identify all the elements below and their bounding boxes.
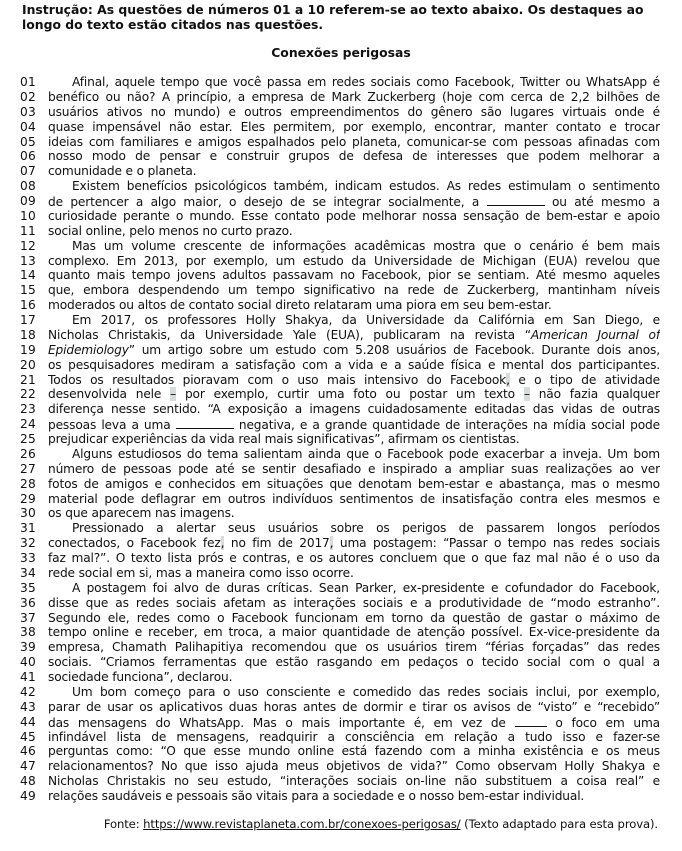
text-line (20, 283, 660, 298)
text-line (20, 164, 660, 179)
text-line (20, 209, 660, 224)
line-number: 26 (20, 446, 36, 461)
line-number: 13 (20, 253, 36, 268)
text-span: usuários ativos no mundo) e outros empreendimentos do gênero são lugares virtuais onde é (48, 104, 660, 119)
text-span: por exemplo, curtir uma foto ou postar um texto (176, 387, 524, 402)
line-text (48, 477, 660, 492)
line-number: 14 (20, 268, 36, 283)
line-number: 22 (20, 387, 36, 402)
line-text (48, 685, 660, 700)
text-span: e o tipo de atividade (509, 372, 660, 387)
line-number: 40 (20, 655, 36, 670)
text-span: ” um artigo sobre um estudo com 5.208 usuários de Facebook. Durante dois anos, (128, 342, 660, 357)
line-number: 06 (20, 149, 36, 164)
text-span: de pertencer a algo maior, o desejo de se integrar socialmente, a (48, 195, 487, 209)
text-span: negativa, e a grande quantidade de interações na mídia social pode (233, 418, 660, 432)
text-title: Conexões perigosas (271, 45, 411, 60)
line-number: 47 (20, 759, 36, 774)
line-text (48, 224, 660, 239)
source-suffix: (Texto adaptado para esta prova). (460, 817, 658, 831)
line-number: 07 (20, 164, 36, 179)
text-span: curiosidade perante o mundo. Esse contato pode melhorar nossa sensação de bem-estar e apoio (48, 208, 660, 223)
line-text (48, 373, 660, 388)
text-line (20, 239, 660, 254)
text-line (20, 611, 660, 626)
line-number: 36 (20, 595, 36, 610)
line-number: 46 (20, 744, 36, 759)
text-line (20, 328, 660, 343)
text-span: Todos os resultados pioravam com o uso mais intensivo do Facebook (48, 372, 507, 387)
highlighted-mark: , (329, 536, 334, 551)
line-text (48, 358, 660, 373)
line-number: 48 (20, 774, 36, 789)
line-number: 27 (20, 461, 36, 476)
line-text (48, 254, 660, 269)
text-span: não fazia qualquer (529, 387, 660, 402)
text-span: tempo online e receber, em troca, a maior quantidade de atenção possível. Ex-vice-presidente da (48, 625, 660, 640)
line-number: 10 (20, 208, 36, 223)
line-text (48, 655, 660, 670)
line-number: 05 (20, 134, 36, 149)
text-span: perguntas como: “O que esse mundo online está fazendo com a minha existência e os meus (48, 744, 660, 759)
highlighted-mark: – (523, 387, 530, 402)
text-line (20, 105, 660, 120)
text-span: Nicholas Christakis, da Universidade Yale (EUA), publicaram na revista “ (48, 327, 531, 342)
line-text (48, 402, 660, 417)
line-number: 33 (20, 551, 36, 565)
text-span: disse que as redes sociais afetam as interações sociais e a produtividade de “modo estranho”. (48, 595, 660, 610)
text-line (20, 715, 660, 730)
line-text (48, 789, 660, 804)
line-number: 02 (20, 89, 36, 104)
text-span: que, embora despendendo um tempo significativo na rede de Zuckerberg, mantinham níveis (48, 283, 660, 298)
line-number: 28 (20, 476, 36, 491)
text-line (20, 373, 660, 388)
line-number: 20 (20, 357, 36, 372)
numbered-text-block (20, 75, 660, 804)
line-number: 21 (20, 372, 36, 387)
text-line (20, 135, 660, 150)
text-line (20, 774, 660, 789)
text-span: nosso modo de pensar e construir grupos de defesa de interesses que podem melhorar a (48, 149, 660, 164)
source-citation (104, 817, 658, 831)
text-line (20, 581, 660, 596)
line-number: 12 (20, 238, 36, 253)
text-span: os pesquisadores mediram a satisfação com a vida e a saúde física e mental dos participantes. (48, 357, 660, 372)
text-span: empresa, Chamath Palihapitiya recomendou que os usuários tirem “férias forçadas” das redes (48, 640, 660, 655)
text-span: parar de usar os aplicativos duas horas antes de dormir e tirar os avisos de “visto” e “recebido” (48, 699, 660, 714)
text-span: Pressionado a alertar seus usuários sobre os perigos de passarem longos períodos (72, 521, 660, 536)
text-line (20, 120, 660, 135)
line-text (48, 611, 660, 626)
line-text (48, 566, 660, 581)
line-text (48, 715, 660, 730)
text-span: A postagem foi alvo de duras críticas. Sean Parker, ex-presidente e cofundador do Facebook, (72, 580, 660, 595)
instruction-text: Instrução: As questões de números 01 a 10 referem-se ao texto abaixo. Os destaques ao longo do texto estão citados nas questões. (22, 2, 644, 32)
text-line (20, 730, 660, 745)
line-number: 44 (20, 714, 36, 729)
text-line (20, 432, 660, 447)
line-text (48, 268, 660, 283)
line-text (48, 536, 660, 551)
text-span: sociais. “Criamos ferramentas que estão rasgando em pedaços o tecido social com o qual a (48, 655, 660, 670)
highlighted-mark: , (220, 536, 225, 551)
text-line (20, 462, 660, 477)
line-text (48, 105, 660, 120)
line-text (48, 625, 660, 640)
text-span: prejudicar experiências da vida real mais significativas”, afirmam os cientistas. (48, 432, 520, 446)
text-line (20, 179, 660, 194)
line-number: 32 (20, 536, 36, 551)
line-number: 37 (20, 610, 36, 625)
text-span: uma postagem: “Passar o tempo nas redes sociais (333, 536, 660, 551)
text-line (20, 596, 660, 611)
line-number: 08 (20, 179, 36, 194)
text-line (20, 343, 660, 358)
line-number: 41 (20, 670, 36, 684)
line-text (48, 164, 660, 179)
text-line (20, 655, 660, 670)
line-text (48, 447, 660, 462)
text-line (20, 506, 660, 521)
italic-text: Epidemiology (48, 342, 129, 357)
text-line (20, 551, 660, 566)
line-text (48, 462, 660, 477)
fill-in-blank (515, 715, 547, 727)
text-line (20, 685, 660, 700)
text-span: Um bom começo para o uso consciente e comedido das redes sociais inclui, por exemplo, (72, 684, 660, 699)
line-number: 03 (20, 104, 36, 119)
text-span: o foco em uma (546, 715, 660, 730)
line-text (48, 730, 660, 745)
line-text (48, 581, 660, 596)
line-text (48, 298, 660, 313)
text-line (20, 744, 660, 759)
line-number: 43 (20, 699, 36, 714)
line-text (48, 120, 660, 135)
line-text (48, 179, 660, 194)
text-span: desenvolvida nele (48, 387, 171, 402)
text-span: ideias com familiares e amigos espalhados pelo planeta, comunicar-se com pessoas afinadas com (48, 134, 660, 149)
text-span: pessoas leva a uma (48, 418, 176, 432)
line-text (48, 670, 660, 685)
text-line (20, 670, 660, 685)
line-text (48, 700, 660, 715)
text-span: Alguns estudiosos do tema salientam ainda que o Facebook pode exacerbar a inveja. Um bom (72, 446, 660, 461)
text-span: no fim de 2017 (224, 536, 330, 551)
line-text (48, 313, 660, 328)
line-number: 15 (20, 283, 36, 298)
line-text (48, 194, 660, 209)
source-label: Fonte: (103, 817, 144, 831)
line-text (48, 506, 660, 521)
line-text (48, 521, 660, 536)
line-text (48, 417, 660, 432)
line-number: 29 (20, 491, 36, 506)
source-link[interactable]: https://www.revistaplaneta.com.br/conexoes-perigosas/ (143, 817, 461, 831)
line-number: 38 (20, 625, 36, 640)
text-span: ou até mesmo a (544, 195, 660, 209)
line-text (48, 135, 660, 150)
text-line (20, 194, 660, 209)
text-line (20, 254, 660, 269)
text-span: Segundo ele, redes como o Facebook funcionam em torno da questão de gastar o máximo de (48, 610, 660, 625)
line-text (48, 492, 660, 507)
highlighted-mark: – (170, 387, 177, 402)
text-span: Nicholas Christakis no seu estudo, “interações sociais on-line não substituem a coisa real” e (48, 774, 660, 789)
line-number: 24 (20, 417, 36, 432)
text-line (20, 521, 660, 536)
line-number: 30 (20, 506, 36, 521)
text-span: moderados ou altos de contato social direto relataram uma piora em seu bem-estar. (48, 298, 552, 313)
text-line (20, 90, 660, 105)
fill-in-blank (176, 417, 234, 429)
line-text (48, 774, 660, 789)
text-line (20, 387, 660, 402)
line-text (48, 744, 660, 759)
line-number: 39 (20, 640, 36, 655)
line-number: 35 (20, 580, 36, 595)
text-span: Em 2017, os professores Holly Shakya, da Universidade da Califórnia em San Diego, e (72, 313, 660, 327)
text-line (20, 402, 660, 417)
text-span: benéfico ou não? A princípio, a empresa de Mark Zuckerberg (hoje com cerca de 2,2 bilhões de (48, 89, 660, 104)
text-line (20, 75, 660, 90)
text-span: conectados, o Facebook fez (48, 536, 221, 551)
line-number: 18 (20, 327, 36, 342)
text-line (20, 313, 660, 328)
line-number: 25 (20, 432, 36, 446)
line-number: 42 (20, 684, 36, 699)
text-span: relacionamentos? No que isso ajuda meus objetivos de vida?” Como observam Holly Shakya e (48, 759, 660, 774)
line-text (48, 432, 660, 447)
text-span: os que aparecem nas imagens. (48, 506, 235, 521)
line-number: 31 (20, 521, 36, 536)
text-line (20, 566, 660, 581)
text-span: relações saudáveis e pessoais são vitais para a sociedade e o nosso bem-estar individual. (48, 789, 585, 803)
text-span: número de pessoas pode até se sentir desafiado e inspirado a ampliar suas realizações ao ver (48, 461, 660, 476)
highlighted-mark: , (506, 372, 510, 387)
text-line (20, 149, 660, 164)
text-span: comunidade e o planeta. (48, 164, 197, 179)
line-number: 45 (20, 729, 36, 744)
line-text (48, 283, 660, 298)
text-line (20, 789, 660, 804)
text-span: quanto mais tempo jovens adultos passavam no Facebook, pior se sentiam. Até mesmo aqueles (48, 268, 660, 283)
text-span: diferença nesse sentido. “A exposição a imagens cuidadosamente editadas das vidas de outras (48, 402, 660, 417)
text-line (20, 417, 660, 432)
line-number: 23 (20, 402, 36, 417)
line-number: 01 (20, 75, 36, 89)
text-span: faz mal?”. O texto lista prós e contras, e os autores concluem que o que faz mal não é o uso da (48, 551, 660, 565)
text-span: rede social em si, mas a maneira como isso ocorre. (48, 565, 354, 580)
line-number: 09 (20, 194, 36, 208)
text-line (20, 625, 660, 640)
text-line (20, 700, 660, 715)
text-span: sociedade funciona”, declarou. (48, 670, 233, 684)
text-span: fotos de amigos e conhecidos em situações que denotam bem-estar e abastança, mas o mesmo (48, 476, 660, 491)
line-number: 19 (20, 342, 36, 357)
text-line (20, 268, 660, 283)
text-span: social online, pelo menos no curto prazo. (48, 223, 293, 238)
line-number: 11 (20, 223, 36, 238)
line-number: 17 (20, 313, 36, 327)
line-text (48, 596, 660, 611)
line-number: 49 (20, 789, 36, 803)
line-text (48, 343, 660, 358)
line-text (48, 328, 660, 343)
line-number: 16 (20, 298, 36, 313)
line-text (48, 239, 660, 254)
line-number: 34 (20, 565, 36, 580)
line-text (48, 149, 660, 164)
text-span: complexo. Em 2013, por exemplo, um estudo da Universidade de Michigan (EUA) revelou que (48, 253, 660, 268)
line-text (48, 759, 660, 774)
text-line (20, 298, 660, 313)
text-line (20, 477, 660, 492)
line-text (48, 640, 660, 655)
text-span: quase impensável não estar. Eles permitem, por exemplo, encontrar, manter contato e trocar (48, 119, 660, 134)
text-line (20, 640, 660, 655)
text-line (20, 224, 660, 239)
italic-text: American Journal of (530, 327, 660, 342)
line-text (48, 387, 660, 402)
line-text (48, 209, 660, 224)
text-span: das mensagens do WhatsApp. Mas o mais importante é, em vez de (48, 715, 515, 730)
fill-in-blank (487, 194, 545, 206)
text-span: material pode deflagrar em outros indivíduos sentimentos de insatisfação contra eles mesmos e (48, 491, 660, 506)
line-text (48, 75, 660, 90)
text-line (20, 759, 660, 774)
line-text (48, 551, 660, 566)
text-span: Mas um volume crescente de informações acadêmicas mostra que o cenário é bem mais (72, 238, 660, 253)
line-number: 04 (20, 119, 36, 134)
text-span: Existem benefícios psicológicos também, indicam estudos. As redes estimulam o sentimento (72, 179, 660, 194)
line-text (48, 90, 660, 105)
text-line (20, 358, 660, 373)
text-span: Afinal, aquele tempo que você passa em redes sociais como Facebook, Twitter ou WhatsApp é (72, 75, 660, 89)
text-span: infindável lista de mensagens, readquirir a consciência em relação a tudo isso e fazer-se (48, 729, 660, 744)
text-line (20, 447, 660, 462)
text-line (20, 536, 660, 551)
text-line (20, 492, 660, 507)
